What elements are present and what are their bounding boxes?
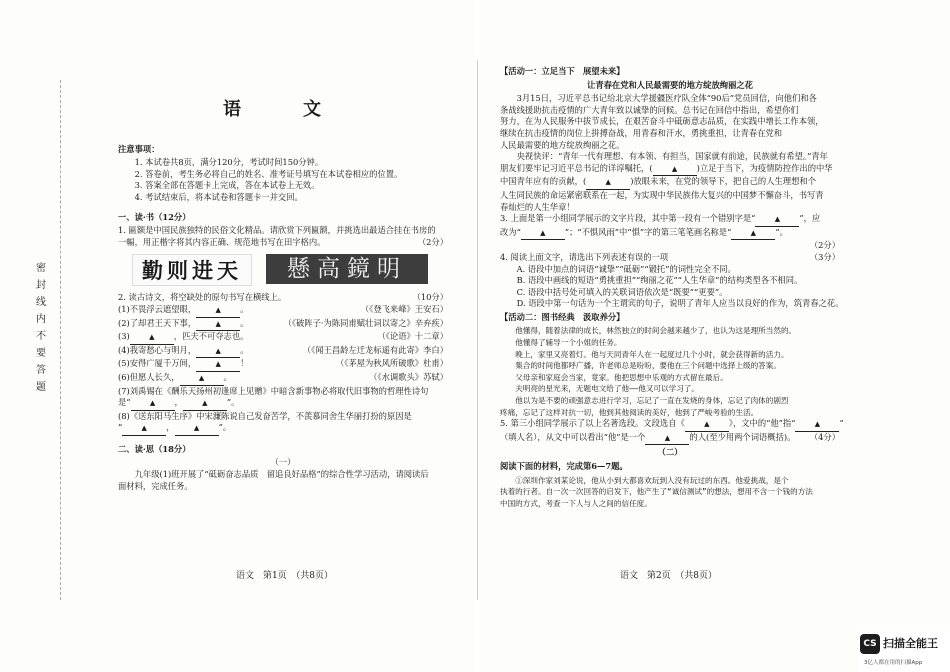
activity-1-heading: 【活动一：立足当下 展望未来】 xyxy=(500,66,625,76)
answer-blank: ▲ xyxy=(180,373,224,386)
q4-option-a: A. 语段中加点的词语“诚挚”“砥砺”“锻托”的词性完全不同。 xyxy=(516,263,736,274)
watermark-title: 扫描全能王 xyxy=(883,637,938,650)
story-line: 夫明亮的星光来，无题电文给了他——他又可以学习了。 xyxy=(515,384,699,394)
para3-line: 中国的方式，考查一下人与人之间的信任度。 xyxy=(500,498,652,508)
note-3: 3. 答案全部在答题卡上完成，答在本试卷上无效。 xyxy=(134,180,320,191)
poem-2: (2)了却君王天下事， ▲ 。 （《破阵子·为陈同甫赋壮词以寄之》辛弃疾） xyxy=(118,318,448,332)
answer-blank: ▲ xyxy=(653,164,697,177)
novel-excerpt xyxy=(500,325,840,418)
poem-8-line-1: (8)《送东阳马生序》中宋濂陈说自己发奋苦学，不羡慕同舍生华丽打扮的原因是 xyxy=(118,410,412,421)
reading-2-text xyxy=(500,475,840,510)
q4-heading: 4. 阅读上面文字，请选出下列表述有误的一项 （3分） xyxy=(500,251,840,262)
para2-line-2: 朋友们要牢记习近平总书记的详谆嘱托，( ▲ )立足于当下，为疫情防控作出的中华 xyxy=(500,163,840,177)
answer-blank: ▲ xyxy=(122,423,166,436)
q4-option-b: B. 语段中画线的短语“勇挑重担”“绚丽之花”“人生华章”的结构类型各不相同。 xyxy=(516,275,803,286)
q1-line-2: 一幅，用正楷字将其内容正确、规范地书写在田字格内。 （2分） xyxy=(118,236,448,247)
answer-blank: ▲ xyxy=(645,433,689,446)
q5-line-2: （填人名），从文中可以看出“他”是一个 ▲ 的人(至少用两个词语概括)。 （4分） xyxy=(500,432,840,446)
poem-7-line-1: (7)刘禹锡在《酬乐天扬州初逢席上见赠》中暗含新事物必将取代旧事物的哲理性诗句 xyxy=(118,385,429,396)
section-2-heading: 二、读·思（18分） xyxy=(118,443,191,454)
page-footer: 语文 第2页 （共8页） xyxy=(620,571,717,581)
part-1-label: （一） xyxy=(270,457,296,468)
para2-line-4: 人生同民族的命运紧密联系在一起，为实现中华民族伟大复兴的中国梦不懈奋斗，书写青 xyxy=(500,189,824,200)
q3-line-2: 改为“ ▲ ”；“不惧风雨”中“惧”字的第三笔笔画名称是“ ▲ ”。 xyxy=(500,227,840,241)
q1-score: （2分） xyxy=(417,236,448,247)
note-4: 4. 考试结束后，将本试卷和答题卡一并交回。 xyxy=(134,191,303,202)
para1-line-2: 条战线援助抗击疫情的广大青年致以诚挚的问候。总书记在回信中指出，希望你们 xyxy=(500,104,799,115)
para3-line: ①深圳作家刘某论说，他从小到大都喜欢玩到人没有玩过的东西。他爱挑战，是个 xyxy=(515,475,789,485)
para1-line-1: 3月15日，习近平总书记给北京大学援疆医疗队全体“90后”党员回信，向他们和各 xyxy=(516,93,817,104)
activity-2-heading: 【活动二：图书经典 汲取养分】 xyxy=(500,311,625,322)
q4-option-c: C. 语段中括号处可填入的关联词语依次是“既要”“更要”。 xyxy=(516,286,728,297)
para2-line-5: 春灿烂的人生华章！ xyxy=(500,201,575,212)
plaque-right: 懸高鏡明 xyxy=(266,254,428,284)
poem-4: (4)我寄愁心与明月， ▲ 。 （《闻王昌龄左迁龙标遥有此寄》李白） xyxy=(118,345,448,359)
right-page xyxy=(480,0,950,672)
answer-blank: ▲ xyxy=(131,398,175,411)
reading-2-heading: 阅读下面的材料，完成第6—7题。 xyxy=(500,461,628,471)
intro-line-1: 九年级(1)班开展了“砥砺奋志品质 留追良好品格”的综合性学习活动，请阅读后 xyxy=(134,469,429,480)
section-1-heading: 一、读·书（12分） xyxy=(118,211,191,222)
para1-line-3: 努力，在为人民服务中拔节成长，在艰苦奋斗中砥砺意志品质，在实践中增长工作本领， xyxy=(500,116,824,127)
story-line: 晚上，家里又亮着灯。他与天同青年人在一起度过几个小时，就会获得新的活力。 xyxy=(515,349,789,359)
article-headline: 让青春在党和人民最需要的地方绽放绚丽之花 xyxy=(587,79,753,90)
q3-score: （2分） xyxy=(809,240,840,251)
answer-blank: ▲ xyxy=(175,423,219,436)
story-line: 他懂得了辅导一个小姐的任务。 xyxy=(515,338,622,348)
camscanner-logo-icon: CS xyxy=(860,634,880,654)
para1-line-5: 人民最需要的地方绽放绚丽之花。 xyxy=(500,139,625,150)
part-2-label: （二） xyxy=(657,447,683,458)
q5-score: （4分） xyxy=(809,431,840,442)
note-1: 1. 本试卷共8页，满分120分，考试时间150分钟。 xyxy=(134,157,324,168)
notes-heading: 注意事项： xyxy=(118,143,160,154)
q4-option-d: D. 语段中第一句话为一个主谓宾的句子，说明了青年人应当以良好的作为，筑青春之花。 xyxy=(516,298,844,309)
q4-score: （3分） xyxy=(809,251,840,262)
answer-blank: ▲ xyxy=(521,228,565,241)
q1-line-1: 1. 匾额是中国民族独特的民俗文化精品。请欣赏下列匾额，并挑选出最适合挂在书房的 xyxy=(118,225,436,236)
answer-blank: ▲ xyxy=(586,177,630,190)
q3-line-1: 3. 上面是第一小组同学展示的文字片段，其中第一段有一个错别字是“ ▲ ”，应 xyxy=(500,213,840,227)
poem-8-line-2: “ ▲ ， ▲ ”。 xyxy=(118,422,448,436)
intro-line-2: 面材料，完成任务。 xyxy=(118,480,193,491)
binding-rule xyxy=(60,80,62,600)
answer-blank: ▲ xyxy=(196,359,240,372)
page-footer: 语文 第1页 （共8页） xyxy=(236,571,333,581)
fold-line xyxy=(477,60,478,600)
page-title: 语 文 xyxy=(223,99,343,120)
watermark-subtitle: 3亿人都在用的扫描App xyxy=(864,660,923,666)
answer-blank: ▲ xyxy=(130,332,174,345)
para2-line-3: 中国青年应有的贡献，( ▲ )放眼未来，在党的领导下，把自己的人生理想和个 xyxy=(500,176,840,190)
story-line: 父母亲和家庭会当家，竟家。他把思想中乐观的方式留在最后。 xyxy=(515,372,728,382)
left-content xyxy=(118,100,448,492)
para3-line: 执着的行者。自一次一次回答的启发下，他产生了“诚信测试”的想法，想用不含一个钱的方法 xyxy=(500,487,813,497)
poem-7-line-2: 是“ ▲ ， ▲ ”。 xyxy=(118,397,448,411)
answer-blank: ▲ xyxy=(196,346,240,359)
para2-line-1: 央视快评：“青年一代有理想、有本领、有担当，国家就有前途，民族就有希望。”青年 xyxy=(516,151,828,162)
note-2: 2. 答卷前，考生务必将自己的姓名、准考证号填写在本试卷相应的位置。 xyxy=(134,168,403,179)
q2-score: （10分） xyxy=(412,292,448,303)
scanner-watermark xyxy=(858,630,950,672)
q2-heading: 2. 读古诗文，将空缺处的原句书写在横线上。 （10分） xyxy=(118,292,448,303)
answer-blank: ▲ xyxy=(795,419,839,432)
answer-blank: ▲ xyxy=(196,319,240,332)
answer-blank: ▲ xyxy=(196,305,240,318)
story-line: 他懂得，随着法律的成长，林然独立的时间会越来越少了，也认为这是理所当然的。 xyxy=(515,326,797,336)
right-content xyxy=(500,64,844,509)
poem-5: (5)安得广厦千万间， ▲ ！ （《茅屋为秋风所破歌》杜甫） xyxy=(118,358,448,372)
answer-blank: ▲ xyxy=(685,419,729,432)
answer-blank: ▲ xyxy=(183,398,227,411)
calligraphy-plaques xyxy=(132,254,448,286)
plaque-left: 勤则进天 xyxy=(132,254,252,286)
story-line: 他以为是不要的顽强意志进行学习，忘记了一直在发烧的身体，忘记了肉体的剧烈 xyxy=(515,396,789,406)
q5-line-1: 5. 第三小组同学展示了以上名著选段。文段选自《 ▲ 》，文中的“他”指“ ▲ ” xyxy=(500,418,840,432)
story-line: 疼痛，忘记了这样对抗一切，他到其他阅读的美好，他到了严峻考验的生活。 xyxy=(500,407,759,417)
poem-1: (1)不畏浮云遮望眼， ▲ 。 （《登飞来峰》王安石） xyxy=(118,304,448,318)
poem-6: (6)但愿人长久， ▲ 。 （《水调歌头》苏轼） xyxy=(118,372,448,386)
answer-blank: ▲ xyxy=(731,228,775,241)
poem-3: (3) ▲ ，匹夫不可夺志也。 （《论语》十二章） xyxy=(118,331,448,345)
story-line: 集合的时间他都呼广播，许老师总是吩吩，要他在三个问题中选择上级的答案。 xyxy=(515,361,781,371)
para1-line-4: 继续在抗击疫情的岗位上拼搏奋战，用青春和汗水，勇挑重担，让青春在党和 xyxy=(500,127,783,138)
answer-blank: ▲ xyxy=(755,214,799,227)
binding-text: 密 封 线 内 不 要 答 题 xyxy=(36,263,46,393)
